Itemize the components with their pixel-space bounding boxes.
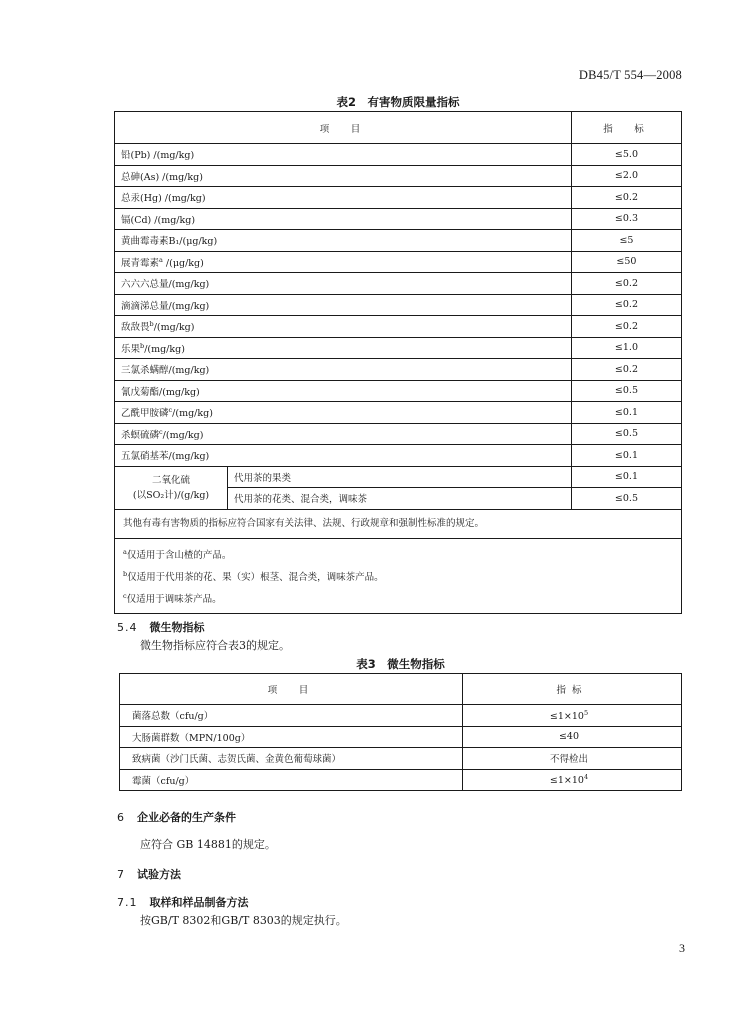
so2-label-line1: 二氧化硫 — [151, 474, 190, 486]
table3-value: 不得检出 — [549, 754, 588, 766]
table3-value-cell — [463, 726, 682, 748]
table2-value-cell: ≤0.3 — [571, 208, 681, 230]
table2-row — [115, 423, 682, 445]
table2-value-cell: ≤0.2 — [571, 187, 681, 209]
table3-head-item: 项 目 — [120, 674, 463, 705]
table2-row — [115, 359, 682, 381]
footnote-mark: a — [159, 255, 163, 264]
table2-item-label: 六六六总量/(mg/kg) — [121, 279, 210, 291]
table2-row — [115, 273, 682, 295]
table2-item-label: 氰戊菊酯/(mg/kg) — [121, 386, 200, 398]
table3-head-value: 指标 — [463, 674, 682, 705]
page-number: 3 — [679, 941, 685, 955]
section-7-1-heading — [117, 894, 249, 910]
table2-item-label: 三氯杀螨醇/(mg/kg) — [121, 365, 210, 377]
table3-header-row — [120, 674, 682, 705]
table3-value-cell — [463, 748, 682, 770]
table2-item-cell — [115, 294, 572, 316]
table2-item-cell — [115, 445, 572, 467]
table3-value: ≤40 — [558, 731, 580, 743]
table2-item-cell — [115, 337, 572, 359]
table2-footnotes — [115, 538, 682, 613]
table3-exponent: 5 — [583, 708, 589, 717]
table2-row — [115, 165, 682, 187]
footnote-mark: c — [168, 406, 173, 415]
table2-item-cell — [115, 359, 572, 381]
table2-value-cell: ≤5.0 — [571, 144, 681, 166]
table2-row — [115, 316, 682, 338]
table2-row — [115, 187, 682, 209]
table3-item-cell: 致病菌（沙门氏菌、志贺氏菌、金黄色葡萄球菌） — [120, 748, 463, 770]
table2-row — [115, 445, 682, 467]
table2-item-cell — [115, 208, 572, 230]
table3-item-cell: 大肠菌群数（MPN/100g） — [120, 726, 463, 748]
so2-val1: ≤0.1 — [571, 466, 681, 488]
so2-sub1: 代用茶的果类 — [228, 466, 572, 488]
table2-footnotes-row — [115, 538, 682, 613]
table3-exponent: 4 — [583, 773, 589, 782]
table2-item-unit: /(μg/kg) — [162, 257, 204, 269]
table2-item-unit: /(mg/kg) — [172, 408, 213, 420]
table2-item-label: 乐果 — [121, 343, 141, 355]
section-5-4-number: 5.4 — [117, 621, 138, 634]
section-5-4-text: 微生物指标应符合表3的规定。 — [140, 639, 290, 652]
table2-item-unit: /(mg/kg) — [162, 429, 204, 441]
table2-item-cell — [115, 273, 572, 295]
footnote-text: 仅适用于代用茶的花、果（实）根茎、混合类，调味茶产品。 — [127, 571, 384, 583]
footnote-mark: a — [123, 547, 127, 556]
section-6-heading — [117, 809, 236, 825]
table2-item-cell — [115, 230, 572, 252]
table2-row — [115, 208, 682, 230]
so2-sub2: 代用茶的花类、混合类，调味茶 — [228, 488, 572, 510]
table2-row — [115, 402, 682, 424]
table3-body — [120, 705, 682, 791]
table2-item-label: 乙酰甲胺磷 — [121, 408, 169, 420]
table3-value-cell — [463, 705, 682, 727]
table2-harmful-substances — [114, 111, 682, 614]
table2-value-cell: ≤0.5 — [571, 423, 681, 445]
table2-value-cell: ≤50 — [571, 251, 681, 273]
table2-value-cell: ≤0.1 — [571, 402, 681, 424]
table3-value-cell — [463, 769, 682, 791]
section-7-number: 7 — [117, 868, 125, 881]
table2-row — [115, 337, 682, 359]
table2-item-label: 铅(Pb) /(mg/kg) — [121, 150, 195, 162]
table2-caption: 表2 有害物质限量指标 — [336, 95, 460, 109]
table2-other-note: 其他有毒有害物质的指标应符合国家有关法律、法规、行政规章和强制性标准的规定。 — [115, 509, 682, 538]
table2-item-label: 黄曲霉毒素B₁/(μg/kg) — [121, 236, 218, 248]
table3-row — [120, 705, 682, 727]
table3-item-cell: 霉菌（cfu/g） — [120, 769, 463, 791]
table3-row — [120, 726, 682, 748]
table2-so2-row-1 — [115, 466, 682, 488]
table2-value-cell: ≤0.2 — [571, 359, 681, 381]
table2-item-label: 镉(Cd) /(mg/kg) — [121, 214, 196, 226]
table2-item-label: 总汞(Hg) /(mg/kg) — [121, 193, 206, 205]
table2-item-cell — [115, 165, 572, 187]
table2-value-cell: ≤0.1 — [571, 445, 681, 467]
so2-val2: ≤0.5 — [571, 488, 681, 510]
footnote-mark: b — [123, 569, 128, 578]
section-7-1-number: 7.1 — [117, 896, 138, 909]
table3-value: ≤1×10 — [549, 710, 584, 722]
so2-label — [115, 466, 228, 509]
section-7-1-text: 按GB/T 8302和GB/T 8303的规定执行。 — [140, 914, 347, 927]
footnote-mark: c — [159, 427, 163, 436]
table2-other-note-row — [115, 509, 682, 538]
table2-footnote — [123, 565, 675, 587]
footnote-text: 仅适用于调味茶产品。 — [126, 593, 222, 605]
table2-row — [115, 380, 682, 402]
section-7-1-title: 取样和样品制备方法 — [149, 896, 249, 909]
table2-item-cell — [115, 423, 572, 445]
section-5-4-heading — [117, 619, 205, 635]
standard-code: DB45/T 554—2008 — [578, 68, 682, 82]
table2-head-value: 指 标 — [571, 112, 681, 144]
table3-caption: 表3 微生物指标 — [356, 657, 445, 671]
table2-item-cell — [115, 402, 572, 424]
so2-label-line2: (以SO₂计)/(g/kg) — [132, 489, 210, 501]
table3-value: ≤1×10 — [549, 775, 584, 787]
table2-value-cell: ≤2.0 — [571, 165, 681, 187]
table2-item-label: 滴滴涕总量/(mg/kg) — [121, 300, 210, 312]
table3-item-cell: 菌落总数（cfu/g） — [120, 705, 463, 727]
section-6-number: 6 — [117, 811, 125, 824]
section-7-heading — [117, 866, 181, 882]
table2-item-label: 总砷(As) /(mg/kg) — [121, 171, 203, 183]
table2-value-cell: ≤0.2 — [571, 294, 681, 316]
table2-value-cell: ≤1.0 — [571, 337, 681, 359]
table2-item-label: 杀螟硫磷 — [121, 429, 160, 441]
footnote-text: 仅适用于含山楂的产品。 — [126, 549, 232, 561]
table2-item-cell — [115, 380, 572, 402]
table2-row — [115, 294, 682, 316]
table2-item-cell — [115, 251, 572, 273]
table2-item-cell — [115, 187, 572, 209]
table2-value-cell: ≤0.2 — [571, 273, 681, 295]
section-5-4-title: 微生物指标 — [149, 621, 205, 634]
table2-row — [115, 251, 682, 273]
table3-row — [120, 769, 682, 791]
footnote-mark: b — [140, 341, 145, 350]
table2-body — [115, 144, 682, 467]
table2-item-label: 五氯硝基苯/(mg/kg) — [121, 451, 210, 463]
footnote-mark: c — [123, 591, 127, 600]
table2-item-unit: /(mg/kg) — [144, 343, 185, 355]
table2-item-label: 敌敌畏 — [121, 322, 150, 334]
section-6-title: 企业必备的生产条件 — [137, 811, 236, 824]
table2-value-cell: ≤0.5 — [571, 380, 681, 402]
table2-footnote — [123, 543, 675, 565]
table2-value-cell: ≤0.2 — [571, 316, 681, 338]
section-6-text: 应符合 GB 14881的规定。 — [140, 838, 276, 851]
table2-value-cell: ≤5 — [571, 230, 681, 252]
table2-row — [115, 144, 682, 166]
table2-row — [115, 230, 682, 252]
table2-item-label: 展青霉素 — [121, 257, 160, 269]
table3-row — [120, 748, 682, 770]
footnote-mark: b — [149, 320, 154, 329]
table2-item-cell — [115, 316, 572, 338]
table2-footnote — [123, 587, 675, 609]
table3-microbial — [119, 673, 682, 791]
table2-head-item: 项 目 — [115, 112, 572, 144]
section-7-title: 试验方法 — [137, 868, 181, 881]
table2-item-unit: /(mg/kg) — [153, 322, 195, 334]
table2-header-row — [115, 112, 682, 144]
table2-item-cell — [115, 144, 572, 166]
